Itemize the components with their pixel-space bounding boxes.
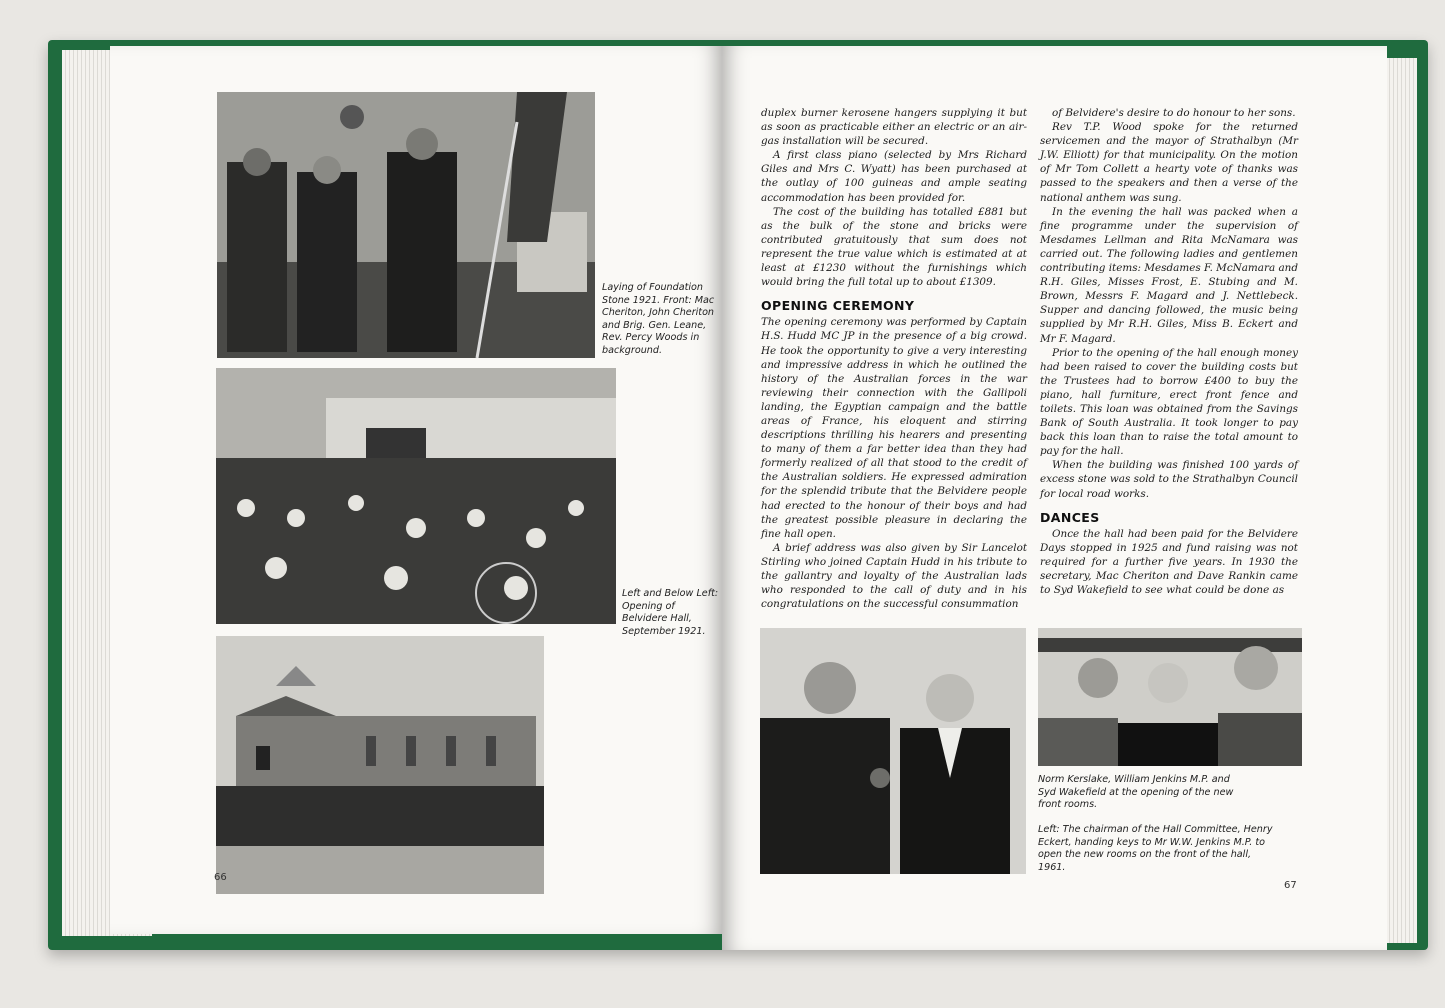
- paragraph: Once the hall had been paid for the Belvidere Days stopped in 1925 and fund raising was not required for a further five years. In 1930 the secretary, Mac Cheriton and Dave Rankin came to Syd Wakefield to see what could be done as: [1040, 527, 1298, 597]
- paragraph: Rev T.P. Wood spoke for the returned servicemen and the mayor of Strathalbyn (Mr J.W. Elliott) for that municipality. On the motion of Mr Tom Collett a hearty vote of thanks was passed to the speakers and then a verse of the national anthem was sung.: [1040, 121, 1298, 204]
- paragraph: A brief address was also given by Sir Lancelot Stirling who joined Captain Hudd in his tribute to the gallantry and loyalty of the Australian lads who responded to the call of duty and in his congratulations on the successful consummation: [761, 541, 1027, 611]
- photo-foundation-stone: [217, 92, 595, 358]
- paragraph: duplex burner kerosene hangers supplying it but as soon as practicable either an electric or an air-gas installation will be secured.: [761, 107, 1027, 148]
- text-column-right: [1040, 106, 1298, 597]
- text-column-left: [761, 106, 1027, 611]
- photo-hall-opening-crowd: [216, 368, 616, 624]
- paragraph: The cost of the building has totalled £881 but as the bulk of the stone and bricks were contributed gratuitously that sum does not represent the true value which is estimated at at least at £1230 without the furnishings which would bring the full total up to about £1309.: [761, 205, 1027, 289]
- photo-belvidere-hall: [216, 636, 544, 894]
- paragraph: A first class piano (selected by Mrs Richard Giles and Mrs C. Wyatt) has been purchased at the outlay of 100 guineas and ample seating accommodation has been provided for.: [761, 149, 1027, 204]
- caption-foundation-stone: Laying of Foundation Stone 1921. Front: Mac Cheriton, John Cheriton and Brig. Gen. Leane, Rev. Percy Woods in background.: [602, 282, 715, 356]
- paragraph: Prior to the opening of the hall enough money had been raised to cover the building costs but the Trustees had to borrow £400 to buy the piano, hall furniture, erect front fence and toilets. This loan was obtained from the Savings Bank of South Australia. It took longer to pay back this loan than to raise the total amount to pay for the hall.: [1040, 346, 1298, 458]
- caption-three-men: Norm Kerslake, William Jenkins M.P. and Syd Wakefield at the opening of the new front rooms.: [1038, 774, 1234, 811]
- paragraph: When the building was finished 100 yards of excess stone was sold to the Strathalbyn Council for local road works.: [1040, 459, 1298, 500]
- photo-three-men: [1038, 628, 1302, 766]
- paragraph: The opening ceremony was performed by Captain H.S. Hudd MC JP in the presence of a big crowd. He took the opportunity to give a very interesting and impressive address in which he outlined the history of the Australian forces in the war reviewing their connection with the Gallipoli landing, the Egyptian campaign and the battle areas of France, his eloquent and stirring descriptions thrilling his hearers and presenting to many of them a far better idea than they had formerly realized of all that stood to the credit of the Australian soldiers. He expressed admiration for the splendid tribute that the Belvidere people had erected to the honour of their boys and had the greatest possible pleasure in declaring the fine hall open.: [761, 316, 1027, 540]
- page-number-right: 67: [1284, 880, 1297, 891]
- page-number-left: 66: [214, 872, 227, 883]
- caption-hall-opening: Left and Below Left: Opening of Belvidere Hall, September 1921.: [622, 588, 719, 637]
- right-page: [722, 46, 1387, 950]
- heading-dances: DANCES: [1040, 509, 1100, 525]
- heading-opening-ceremony: OPENING CEREMONY: [761, 298, 915, 314]
- caption-handing-keys: Left: The chairman of the Hall Committee, Henry Eckert, handing keys to Mr W.W. Jenkins M.P. to open the new rooms on the front of the hall, 1961.: [1038, 824, 1273, 873]
- photo-handing-keys: [760, 628, 1026, 874]
- left-page: [110, 46, 722, 934]
- paragraph: In the evening the hall was packed when a fine programme under the supervision of Mesdames Lellman and Rita McNamara was carried out. The following ladies and gentlemen contributing items: Mesdames F. McNamara and R.H. Giles, Misses Frost, E. Stubing and M. Brown, Messrs F. Magard and J. Nettlebeck. Supper and dancing followed, the music being supplied by Mr R.H. Giles, Miss B. Eckert and Mr F. Magard.: [1040, 205, 1298, 345]
- paragraph: of Belvidere's desire to do honour to her sons.: [1052, 107, 1296, 119]
